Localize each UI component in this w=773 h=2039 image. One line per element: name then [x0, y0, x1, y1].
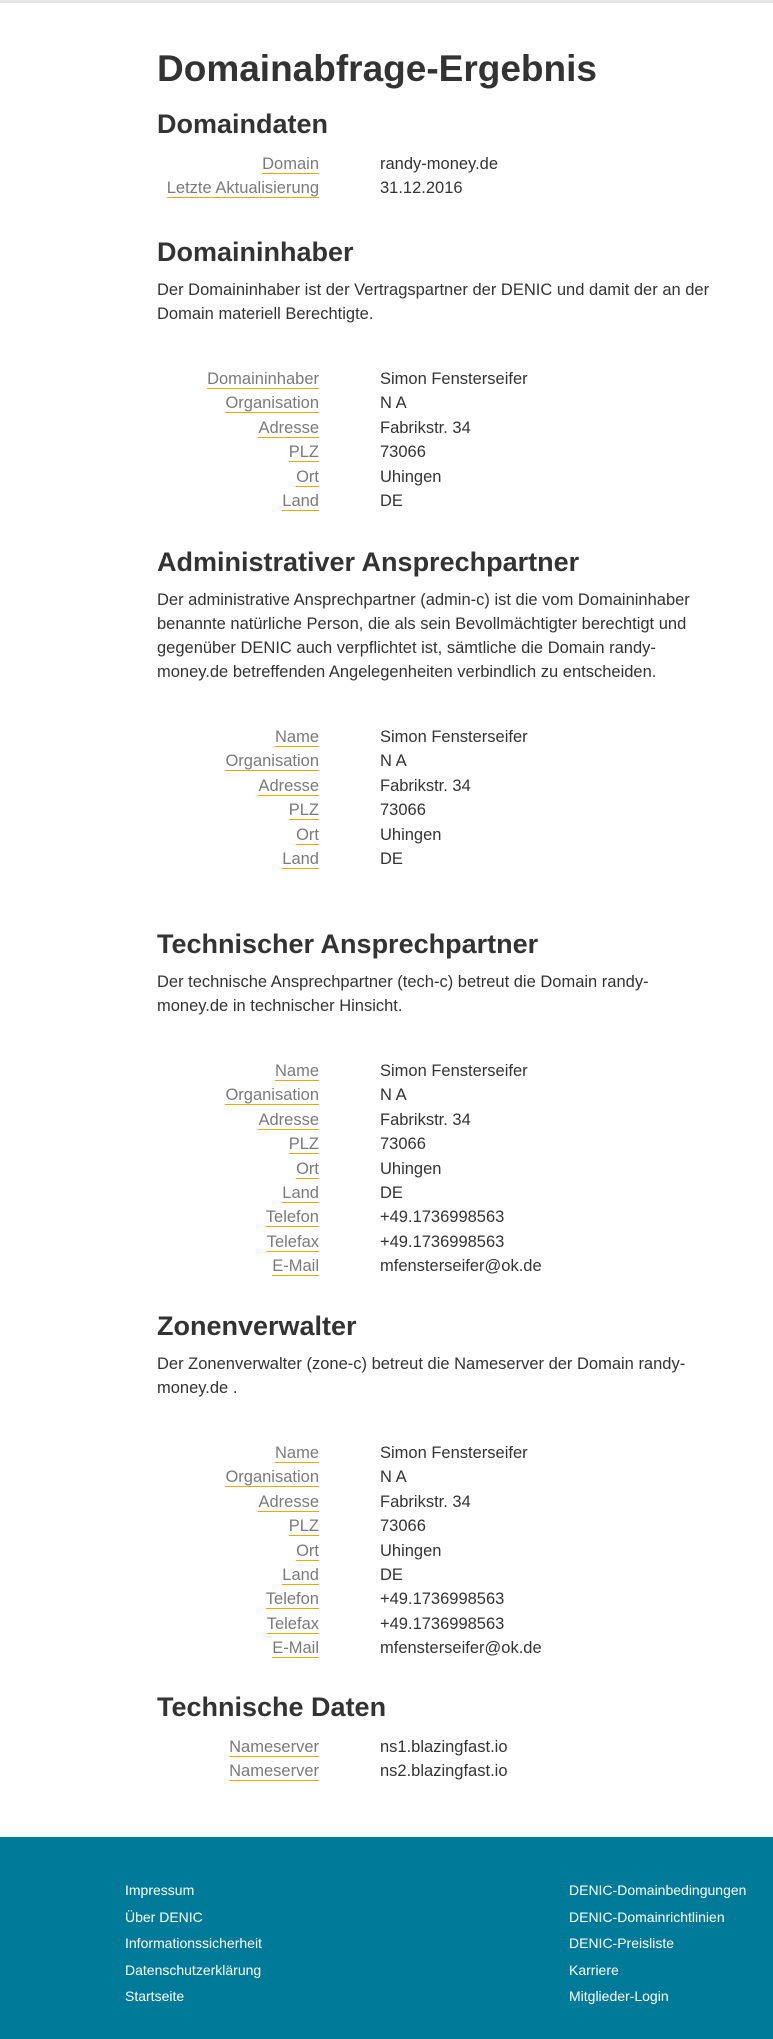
kv-label-wrap: [258, 774, 319, 798]
kv-value: Fabrikstr. 34: [380, 1110, 471, 1129]
kv-label: Organisation: [225, 1468, 319, 1487]
kv-label-wrap: [289, 1514, 319, 1538]
kv-label-wrap: [282, 1181, 319, 1205]
kv-value: DE: [380, 1565, 403, 1584]
section-description: Der Domaininhaber ist der Vertragspartner der DENIC und damit der an der Domain materiell Berechtigte.: [157, 281, 710, 323]
section-zone-c: [157, 1310, 717, 1661]
kv-value: Uhingen: [380, 1541, 442, 1560]
kv-row: [157, 1636, 717, 1660]
kv-row: [157, 1254, 717, 1278]
kv-label-wrap: [225, 1465, 319, 1489]
kv-value: N A: [380, 1468, 407, 1487]
page-title: Domainabfrage-Ergebnis: [157, 48, 597, 89]
kv-row: [157, 1059, 717, 1083]
kv-label: Ort: [296, 467, 319, 486]
kv-label-wrap: [258, 1490, 319, 1514]
kv-row: [157, 391, 717, 415]
section-domaininhaber: [157, 236, 717, 513]
kv-value: randy-money.de: [380, 155, 499, 173]
kv-label-wrap: [167, 176, 319, 200]
kv-label-wrap: [296, 823, 319, 847]
kv-label-wrap: [296, 1539, 319, 1563]
kv-label-wrap: [282, 1563, 319, 1587]
kv-value: Simon Fensterseifer: [380, 1444, 528, 1462]
kv-label: E-Mail: [272, 1639, 319, 1658]
kv-list: [157, 152, 717, 201]
kv-label: Adresse: [258, 418, 319, 437]
footer: [0, 1837, 773, 2039]
section-technische-daten: [157, 1691, 717, 1784]
kv-label: Name: [274, 728, 319, 746]
kv-row: [157, 1230, 717, 1254]
kv-value: mfensterseifer@ok.de: [380, 1257, 542, 1276]
kv-value: Uhingen: [380, 467, 442, 486]
section-description: Der Zonenverwalter (zone-c) betreut die Nameserver der Domain randy-money.de .: [157, 1355, 686, 1397]
kv-row: [157, 1181, 717, 1205]
kv-label: Land: [282, 1565, 319, 1584]
kv-value: ns2.blazingfast.io: [380, 1762, 508, 1781]
kv-row: [157, 798, 717, 822]
kv-row: [157, 1563, 717, 1587]
kv-label-wrap: [229, 1735, 319, 1759]
kv-row: [157, 152, 717, 176]
kv-label: Ort: [296, 1159, 319, 1178]
kv-list: [157, 1735, 717, 1784]
kv-label-wrap: [225, 749, 319, 773]
kv-label: Ort: [296, 1541, 319, 1560]
kv-label-wrap: [296, 1157, 319, 1181]
kv-row: [157, 465, 717, 489]
kv-row: [157, 725, 717, 749]
kv-label-wrap: [272, 1254, 319, 1278]
kv-row: [157, 1490, 717, 1514]
kv-label: Land: [282, 491, 319, 510]
kv-value: Uhingen: [380, 825, 442, 844]
footer-link[interactable]: Informationssicherheit: [125, 1935, 262, 1951]
kv-list: [157, 367, 717, 513]
kv-row: [157, 823, 717, 847]
kv-label-wrap: [289, 1132, 319, 1156]
kv-label: PLZ: [288, 1517, 319, 1536]
kv-label: Telefax: [266, 1232, 319, 1251]
kv-row: [157, 1587, 717, 1611]
kv-label-wrap: [289, 798, 319, 822]
section-title: Administrativer Ansprechpartner: [157, 547, 580, 577]
kv-value: 73066: [380, 801, 426, 820]
kv-value: ns1.blazingfast.io: [380, 1738, 508, 1756]
kv-label-wrap: [267, 1230, 319, 1254]
kv-row: [157, 416, 717, 440]
kv-label-wrap: [225, 391, 319, 415]
kv-label-wrap: [207, 367, 319, 391]
kv-label-wrap: [266, 1205, 319, 1229]
kv-row: [157, 1514, 717, 1538]
kv-label-wrap: [258, 416, 319, 440]
section-domaindaten: [157, 108, 717, 201]
kv-value: 73066: [380, 443, 426, 462]
kv-row: [157, 176, 717, 200]
kv-list: [157, 725, 717, 871]
kv-label: PLZ: [288, 1135, 319, 1154]
kv-label: Telefon: [265, 1208, 319, 1227]
kv-label-wrap: [275, 1059, 319, 1083]
kv-row: [157, 1759, 717, 1783]
footer-link[interactable]: DENIC-Preisliste: [569, 1935, 675, 1951]
kv-label: Nameserver: [229, 1738, 319, 1756]
kv-label-wrap: [267, 1612, 319, 1636]
kv-value: Fabrikstr. 34: [380, 776, 471, 795]
kv-label: Name: [274, 1444, 319, 1462]
kv-label-wrap: [282, 489, 319, 513]
section-admin-c: [157, 546, 717, 871]
kv-label-wrap: [282, 847, 319, 871]
kv-value: +49.1736998563: [380, 1590, 505, 1609]
kv-value: +49.1736998563: [380, 1232, 505, 1251]
kv-label: Land: [282, 849, 319, 868]
footer-links-left: [125, 1877, 262, 2010]
kv-value: Fabrikstr. 34: [380, 418, 471, 437]
section-title: Technischer Ansprechpartner: [157, 929, 539, 959]
kv-value: DE: [380, 1183, 403, 1202]
footer-link[interactable]: Impressum: [125, 1882, 195, 1898]
footer-link[interactable]: Startseite: [125, 1988, 185, 2004]
kv-row: [157, 1539, 717, 1563]
kv-row: [157, 367, 717, 391]
kv-label-wrap: [262, 152, 319, 176]
kv-value: Fabrikstr. 34: [380, 1492, 471, 1511]
kv-value: N A: [380, 394, 407, 413]
kv-row: [157, 749, 717, 773]
kv-label: Land: [282, 1183, 319, 1202]
section-title: Technische Daten: [157, 1692, 387, 1722]
top-border: [0, 0, 773, 3]
kv-label-wrap: [289, 440, 319, 464]
kv-label: E-Mail: [272, 1257, 319, 1276]
kv-label: Nameserver: [229, 1762, 319, 1781]
kv-row: [157, 489, 717, 513]
kv-value: +49.1736998563: [380, 1614, 505, 1633]
kv-label: PLZ: [288, 801, 319, 820]
kv-value: Uhingen: [380, 1159, 442, 1178]
kv-row: [157, 1157, 717, 1181]
footer-link[interactable]: Über DENIC: [125, 1908, 203, 1925]
kv-label: Domain: [262, 155, 319, 173]
kv-label: Organisation: [225, 752, 319, 771]
kv-label: Organisation: [225, 1086, 319, 1105]
kv-row: [157, 1465, 717, 1489]
kv-value: 73066: [380, 1135, 426, 1154]
kv-value: +49.1736998563: [380, 1208, 505, 1227]
section-description: Der administrative Ansprechpartner (admin-c) ist die vom Domaininhaber benannte natürliche Person, die als sein Bevollmächtigter berechtigt und gegenüber DENIC auch verpflichtet ist, sämtliche die Domain randy-money.de betreffenden Angelegenheiten verbindlich zu entscheiden.: [157, 591, 690, 681]
section-title: Domaininhaber: [157, 237, 354, 267]
kv-row: [157, 1735, 717, 1759]
footer-link[interactable]: Mitglieder-Login: [569, 1988, 669, 2004]
kv-value: DE: [380, 849, 403, 868]
kv-row: [157, 1441, 717, 1465]
kv-label: Organisation: [225, 394, 319, 413]
kv-label-wrap: [258, 1108, 319, 1132]
kv-row: [157, 1205, 717, 1229]
kv-label-wrap: [229, 1759, 319, 1783]
kv-label-wrap: [225, 1083, 319, 1107]
kv-value: Simon Fensterseifer: [380, 370, 528, 388]
kv-list: [157, 1441, 717, 1661]
kv-label: Adresse: [258, 776, 319, 795]
kv-value: 31.12.2016: [380, 179, 463, 198]
kv-row: [157, 1108, 717, 1132]
kv-value: 73066: [380, 1517, 426, 1536]
kv-row: [157, 440, 717, 464]
kv-label-wrap: [272, 1636, 319, 1660]
section-tech-c: [157, 928, 717, 1279]
kv-value: mfensterseifer@ok.de: [380, 1639, 542, 1658]
footer-link[interactable]: Karriere: [569, 1961, 619, 1978]
kv-row: [157, 774, 717, 798]
kv-label: Adresse: [258, 1110, 319, 1129]
kv-value: Simon Fensterseifer: [380, 1062, 528, 1080]
kv-list: [157, 1059, 717, 1279]
kv-label-wrap: [275, 1441, 319, 1465]
kv-row: [157, 847, 717, 871]
footer-link[interactable]: DENIC-Domainrichtlinien: [569, 1908, 725, 1925]
kv-label-wrap: [275, 725, 319, 749]
footer-link[interactable]: Datenschutzerklärung: [125, 1961, 262, 1978]
footer-link[interactable]: DENIC-Domainbedingungen: [569, 1882, 747, 1898]
footer-links-right: [569, 1877, 746, 2010]
kv-value: N A: [380, 1086, 407, 1105]
kv-label: Adresse: [258, 1492, 319, 1511]
kv-value: DE: [380, 491, 403, 510]
kv-label: PLZ: [288, 443, 319, 462]
kv-label: Ort: [296, 825, 319, 844]
kv-label: Name: [274, 1062, 319, 1080]
kv-label: Domaininhaber: [207, 370, 319, 388]
kv-row: [157, 1083, 717, 1107]
kv-label-wrap: [296, 465, 319, 489]
kv-row: [157, 1612, 717, 1636]
kv-label: Telefax: [266, 1614, 319, 1633]
section-description: Der technische Ansprechpartner (tech-c) betreut die Domain randy-money.de in technischer Hinsicht.: [157, 973, 649, 1015]
kv-row: [157, 1132, 717, 1156]
kv-label: Letzte Aktualisierung: [166, 179, 319, 198]
kv-label: Telefon: [265, 1590, 319, 1609]
kv-value: Simon Fensterseifer: [380, 728, 528, 746]
kv-label-wrap: [266, 1587, 319, 1611]
kv-value: N A: [380, 752, 407, 771]
section-title: Zonenverwalter: [157, 1311, 357, 1341]
section-title: Domaindaten: [157, 109, 329, 139]
